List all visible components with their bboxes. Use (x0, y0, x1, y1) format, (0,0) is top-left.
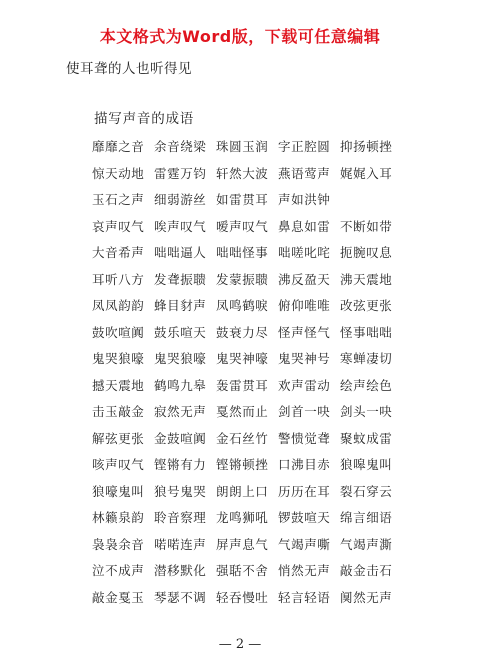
idiom-item: 轰雷贯耳 (216, 377, 269, 393)
subtitle: 使耳聋的人也听得见 (66, 61, 192, 77)
idiom-item: 大音希声 (92, 245, 145, 261)
idiom-item: 燕语莺声 (278, 165, 331, 181)
idiom-item: 袅袅余音 (92, 536, 145, 552)
idiom-item: 靡靡之音 (92, 139, 145, 155)
idiom-item: 怪声怪气 (278, 324, 331, 340)
idiom-item: 轻吞慢吐 (216, 589, 269, 605)
idiom-item: 金石丝竹 (216, 430, 269, 446)
idiom-item: 戛然而止 (216, 404, 269, 420)
idiom-item: 气竭声嘶 (278, 536, 331, 552)
page-number: — 2 — (218, 637, 262, 652)
idiom-item: 龙鸣狮吼 (216, 510, 269, 526)
idiom-item: 阒然无声 (340, 589, 393, 605)
idiom-item: 击玉敲金 (92, 404, 145, 420)
idiom-item: 狼嚎鬼叫 (92, 483, 145, 499)
idiom-item: 俯仰唯唯 (278, 298, 331, 314)
idiom-item: 历历在耳 (278, 483, 331, 499)
idiom-item: 铿锵有力 (154, 457, 207, 473)
idiom-item: 雷霆万钧 (154, 165, 207, 181)
idiom-item: 铿锵顿挫 (216, 457, 269, 473)
idiom-item: 娓娓入耳 (340, 165, 393, 181)
idiom-item: 泣不成声 (92, 563, 145, 579)
idiom-item: 鬼哭神嚎 (216, 351, 269, 367)
idiom-item: 悄然无声 (278, 563, 331, 579)
idiom-item: 声如洪钟 (278, 192, 331, 208)
idiom-item: 轩然大波 (216, 165, 269, 181)
idiom-item: 抑扬顿挫 (340, 139, 393, 155)
idiom-item: 怪事咄咄 (340, 324, 393, 340)
idiom-item: 不断如带 (340, 218, 393, 234)
idiom-item: 林籁泉韵 (92, 510, 145, 526)
idiom-item: 凤凤韵韵 (92, 298, 145, 314)
idiom-grid (92, 133, 402, 610)
idiom-item: 细弱游丝 (154, 192, 207, 208)
idiom-item: 鬼哭狼嚎 (92, 351, 145, 367)
idiom-item: 聚蚊成雷 (340, 430, 393, 446)
idiom-item: 凤鸣鹤唳 (216, 298, 269, 314)
idiom-item: 强聒不舍 (216, 563, 269, 579)
idiom-item: 朗朗上口 (216, 483, 269, 499)
idiom-item: 玉石之声 (92, 192, 145, 208)
idiom-item: 耳听八方 (92, 271, 145, 287)
idiom-item: 敲金戛玉 (92, 589, 145, 605)
idiom-item: 字正腔圆 (278, 139, 331, 155)
idiom-item: 沸反盈天 (278, 271, 331, 287)
idiom-item: 轻言轻语 (278, 589, 331, 605)
idiom-item: 惊天动地 (92, 165, 145, 181)
word-format-banner: 本文格式为Word版，下载可任意编辑 (99, 27, 381, 46)
idiom-item: 余音绕梁 (154, 139, 207, 155)
idiom-item: 哀声叹气 (92, 218, 145, 234)
idiom-item: 嗳声叹气 (216, 218, 269, 234)
idiom-item: 发聋振聩 (154, 271, 207, 287)
idiom-item: 扼腕叹息 (340, 245, 393, 261)
idiom-item: 潜移默化 (154, 563, 207, 579)
idiom-item: 沸天震地 (340, 271, 393, 287)
idiom-item: 绵言细语 (340, 510, 393, 526)
idiom-item: 鼓乐喧天 (154, 324, 207, 340)
idiom-item: 发蒙振聩 (216, 271, 269, 287)
idiom-item: 鼓吹喧阗 (92, 324, 145, 340)
idiom-item: 鬼哭狼嚎 (154, 351, 207, 367)
idiom-item: 喏喏连声 (154, 536, 207, 552)
idiom-item: 裂石穿云 (340, 483, 393, 499)
idiom-item: 剑首一吷 (278, 404, 331, 420)
idiom-item: 口沸目赤 (278, 457, 331, 473)
idiom-item: 解弦更张 (92, 430, 145, 446)
idiom-item: 如雷贯耳 (216, 192, 269, 208)
idiom-item: 寂然无声 (154, 404, 207, 420)
idiom-item: 咄嗟叱咤 (278, 245, 331, 261)
idiom-item: 唉声叹气 (154, 218, 207, 234)
idiom-item: 狼号鬼哭 (154, 483, 207, 499)
idiom-item: 咳声叹气 (92, 457, 145, 473)
idiom-item: 气竭声澌 (340, 536, 393, 552)
idiom-item: 敲金击石 (340, 563, 393, 579)
idiom-item: 珠圆玉润 (216, 139, 269, 155)
idiom-item: 锣鼓喧天 (278, 510, 331, 526)
idiom-item: 聆音察理 (154, 510, 207, 526)
section-heading: 描写声音的成语 (94, 111, 195, 127)
idiom-item: 咄咄逼人 (154, 245, 207, 261)
idiom-item: 咄咄怪事 (216, 245, 269, 261)
idiom-item: 绘声绘色 (340, 377, 393, 393)
idiom-item: 撼天震地 (92, 377, 145, 393)
idiom-item: 改弦更张 (340, 298, 393, 314)
idiom-item: 鹤鸣九皋 (154, 377, 207, 393)
idiom-item: 鬼哭神号 (278, 351, 331, 367)
idiom-item: 金鼓喧阗 (154, 430, 207, 446)
idiom-item: 欢声雷动 (278, 377, 331, 393)
idiom-item: 鼻息如雷 (278, 218, 331, 234)
idiom-item: 狼嗥鬼叫 (340, 457, 393, 473)
idiom-item: 屏声息气 (216, 536, 269, 552)
idiom-item: 警愦觉聋 (278, 430, 331, 446)
idiom-item: 寒蝉凄切 (340, 351, 393, 367)
idiom-item: 剑头一吷 (340, 404, 393, 420)
idiom-item: 鼓衰力尽 (216, 324, 269, 340)
idiom-item: 琴瑟不调 (154, 589, 207, 605)
idiom-item: 蜂目豺声 (154, 298, 207, 314)
